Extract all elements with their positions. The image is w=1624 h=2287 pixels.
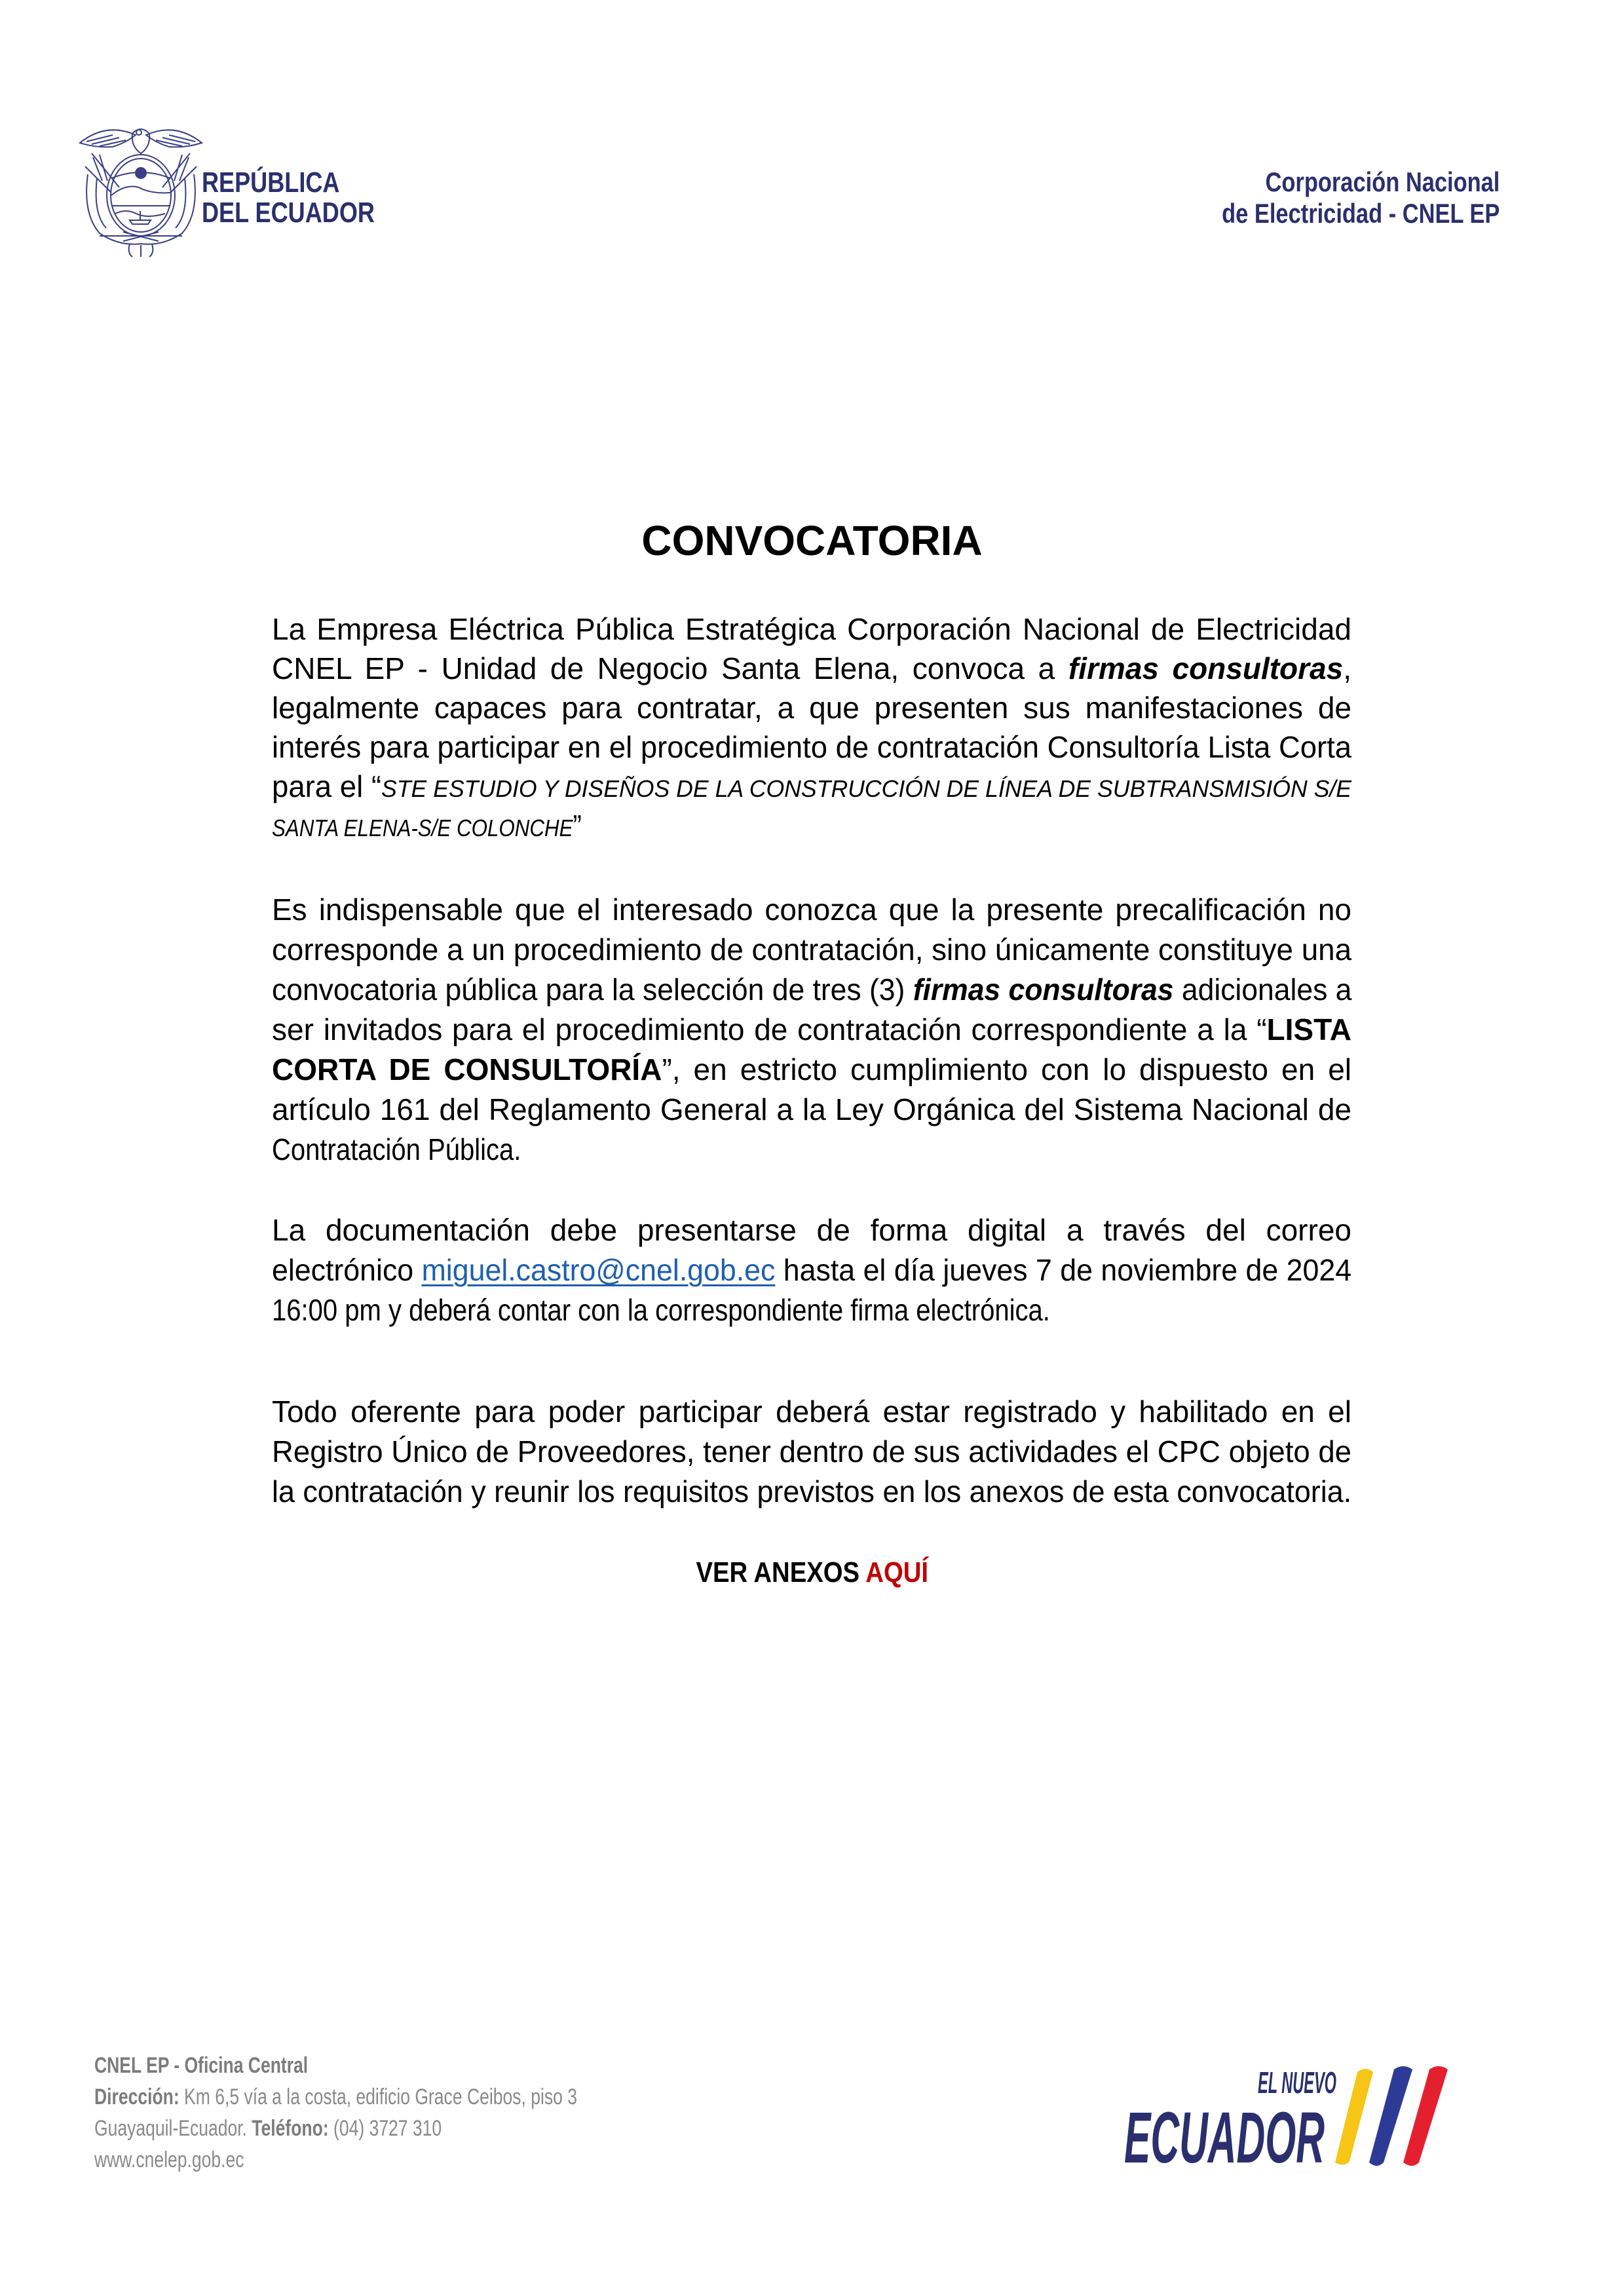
address-label: Dirección: [94,2085,179,2109]
annexes-link[interactable]: AQUÍ [865,1556,928,1588]
text-line [272,688,1351,727]
logo-el-nuevo: EL NUEVO [1258,2066,1337,2100]
text-segment: convocatoria pública para la selección de tres (3) [272,972,913,1007]
cnel-ep-logo [1222,166,1500,229]
text-line [272,1392,1351,1431]
text-line [272,806,1351,845]
text-line [272,1290,1351,1330]
annexes-callout [0,1553,1624,1592]
stripe-blue [1369,2066,1412,2166]
text-segment: artículo 161 del Reglamento General a la Ley Orgánica del Sistema Nacional de [272,1092,1351,1126]
text-segment: ”, en estricto cumplimiento con lo dispuesto en el [662,1052,1351,1086]
text-segment: electrónico [272,1253,422,1287]
text-line [272,970,1351,1009]
text-segment: legalmente capaces para contratar, a que presenten sus manifestaciones de [272,691,1351,725]
footer-address [94,2081,577,2113]
text-line [272,1250,1351,1290]
text-segment: CNEL EP - Unidad de Negocio Santa Elena, convoca a [272,651,1068,685]
text-line [272,609,1351,649]
project-name-continued: SANTA ELENA-S/E COLONCHE [272,815,573,841]
text-line [272,1010,1351,1049]
logo-line-1: REPÚBLICA [202,166,340,199]
project-name: STE ESTUDIO Y DISEÑOS DE LA CONSTRUCCIÓN DE LÍNEA DE SUBTRANSMISIÓN S/E [381,775,1352,802]
annexes-label: VER ANEXOS [696,1556,866,1588]
republica-del-ecuador-logo [202,168,375,228]
cnel-logo-line-1: Corporación Nacional [1265,166,1500,197]
text-segment: Contratación Pública. [272,1132,521,1166]
text-segment: Es indispensable que el interesado conozca que la presente precalificación no [272,893,1351,927]
text-line [272,1130,1351,1169]
text-line [272,767,1351,806]
text-segment: para el “ [272,769,382,803]
text-segment: interés para participar en el procedimiento de contratación Consultoría Lista Corta [272,730,1351,764]
text-segment: corresponde a un procedimiento de contratación, sino únicamente constituye una [272,932,1352,967]
logo-ecuador: ECUADOR [1124,2098,1325,2169]
text-line [272,649,1351,688]
text-segment: Todo oferente para poder participar deberá estar registrado y habilitado en el [272,1394,1351,1429]
stripe-yellow [1335,2069,1373,2165]
text-line [272,1050,1351,1089]
logo-line-2: DEL ECUADOR [202,197,375,229]
text-segment: 16:00 pm y deberá contar con la correspondiente firma electrónica. [272,1293,1050,1327]
text-line [272,1432,1351,1471]
text-segment: la contratación y reunir los requisitos previstos en los anexos de esta convocatoria. [272,1474,1352,1509]
footer-office: CNEL EP - Oficina Central [94,2053,309,2078]
text-line [272,1090,1351,1129]
page-title: CONVOCATORIA [641,517,983,564]
text-segment: , [1343,651,1351,685]
text-line [272,727,1351,767]
emphasis-firmas-consultoras: firmas consultoras [1068,651,1344,685]
text-segment: ser invitados para el procedimiento de contratación correspondiente a la “ [272,1012,1267,1047]
phone-value: (04) 3727 310 [328,2116,442,2141]
emphasis-lista: LISTA [1266,1012,1351,1047]
text-line [272,1472,1351,1511]
text-segment: adicionales a [1173,972,1352,1007]
text-segment: ” [573,809,582,843]
text-segment: Registro Único de Proveedores, tener dentro de sus actividades el CPC objeto de [272,1434,1351,1469]
address-value: Km 6,5 vía a la costa, edificio Grace Ceibos, piso 3 [179,2085,578,2109]
text-segment: La Empresa Eléctrica Pública Estratégica Corporación Nacional de Electricidad [272,612,1351,646]
phone-label: Teléfono: [252,2116,329,2141]
emphasis-corta-de-consultoria: CORTA DE CONSULTORÍA [272,1052,662,1086]
stripe-red [1403,2066,1448,2166]
text-line [272,930,1351,969]
ecuador-coat-of-arms-icon [73,115,208,258]
text-segment: La documentación debe presentarse de forma digital a través del correo [272,1213,1351,1247]
footer-city-phone [94,2113,577,2144]
text-line [272,1210,1351,1250]
email-link[interactable]: miguel.castro@cnel.gob.ec [421,1253,776,1287]
el-nuevo-ecuador-logo [1122,2064,1515,2169]
emphasis-firmas-consultoras: firmas consultoras [913,972,1174,1007]
text-segment: hasta el día jueves 7 de noviembre de 2024 [775,1253,1352,1287]
cnel-logo-line-2: de Electricidad - CNEL EP [1221,198,1500,229]
footer-website[interactable]: www.cnelep.gob.ec [94,2147,244,2172]
footer-contact [94,2050,577,2176]
city-value: Guayaquil-Ecuador. [94,2116,252,2141]
text-line [272,890,1351,929]
